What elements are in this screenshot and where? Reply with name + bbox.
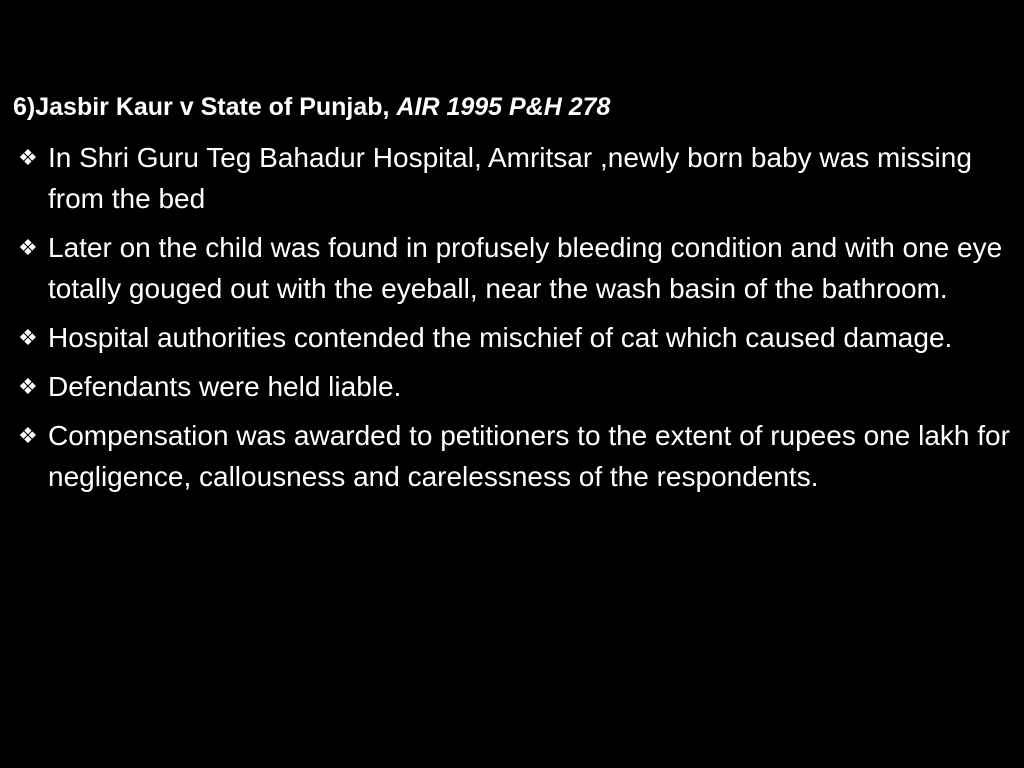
four-diamond-bullet-icon: ❖: [18, 374, 38, 399]
bullet-text: Defendants were held liable.: [48, 371, 402, 402]
bullet-item: [18, 366, 1018, 407]
bullet-list: [18, 137, 1018, 505]
bullet-text: Compensation was awarded to petitioners to the extent of rupees one lakh for negligence, callousness and carelessness of the respondents.: [48, 420, 1010, 492]
bullet-text: In Shri Guru Teg Bahadur Hospital, Amritsar ,newly born baby was missing from the bed: [48, 142, 972, 214]
case-title: 6)Jasbir Kaur v State of Punjab,: [13, 93, 390, 121]
bullet-item: [18, 415, 1018, 497]
bullet-item: [18, 137, 1018, 219]
four-diamond-bullet-icon: ❖: [18, 423, 38, 448]
case-citation: AIR 1995 P&H 278: [396, 93, 611, 121]
bullet-item: [18, 227, 1018, 309]
four-diamond-bullet-icon: ❖: [18, 235, 38, 260]
four-diamond-bullet-icon: ❖: [18, 145, 38, 170]
bullet-text: Hospital authorities contended the mischief of cat which caused damage.: [48, 322, 953, 353]
bullet-text: Later on the child was found in profusely bleeding condition and with one eye totally gouged out with the eyeball, near the wash basin of the bathroom.: [48, 232, 1003, 304]
four-diamond-bullet-icon: ❖: [18, 325, 38, 350]
bullet-item: [18, 317, 1018, 358]
slide-heading: [13, 90, 610, 124]
